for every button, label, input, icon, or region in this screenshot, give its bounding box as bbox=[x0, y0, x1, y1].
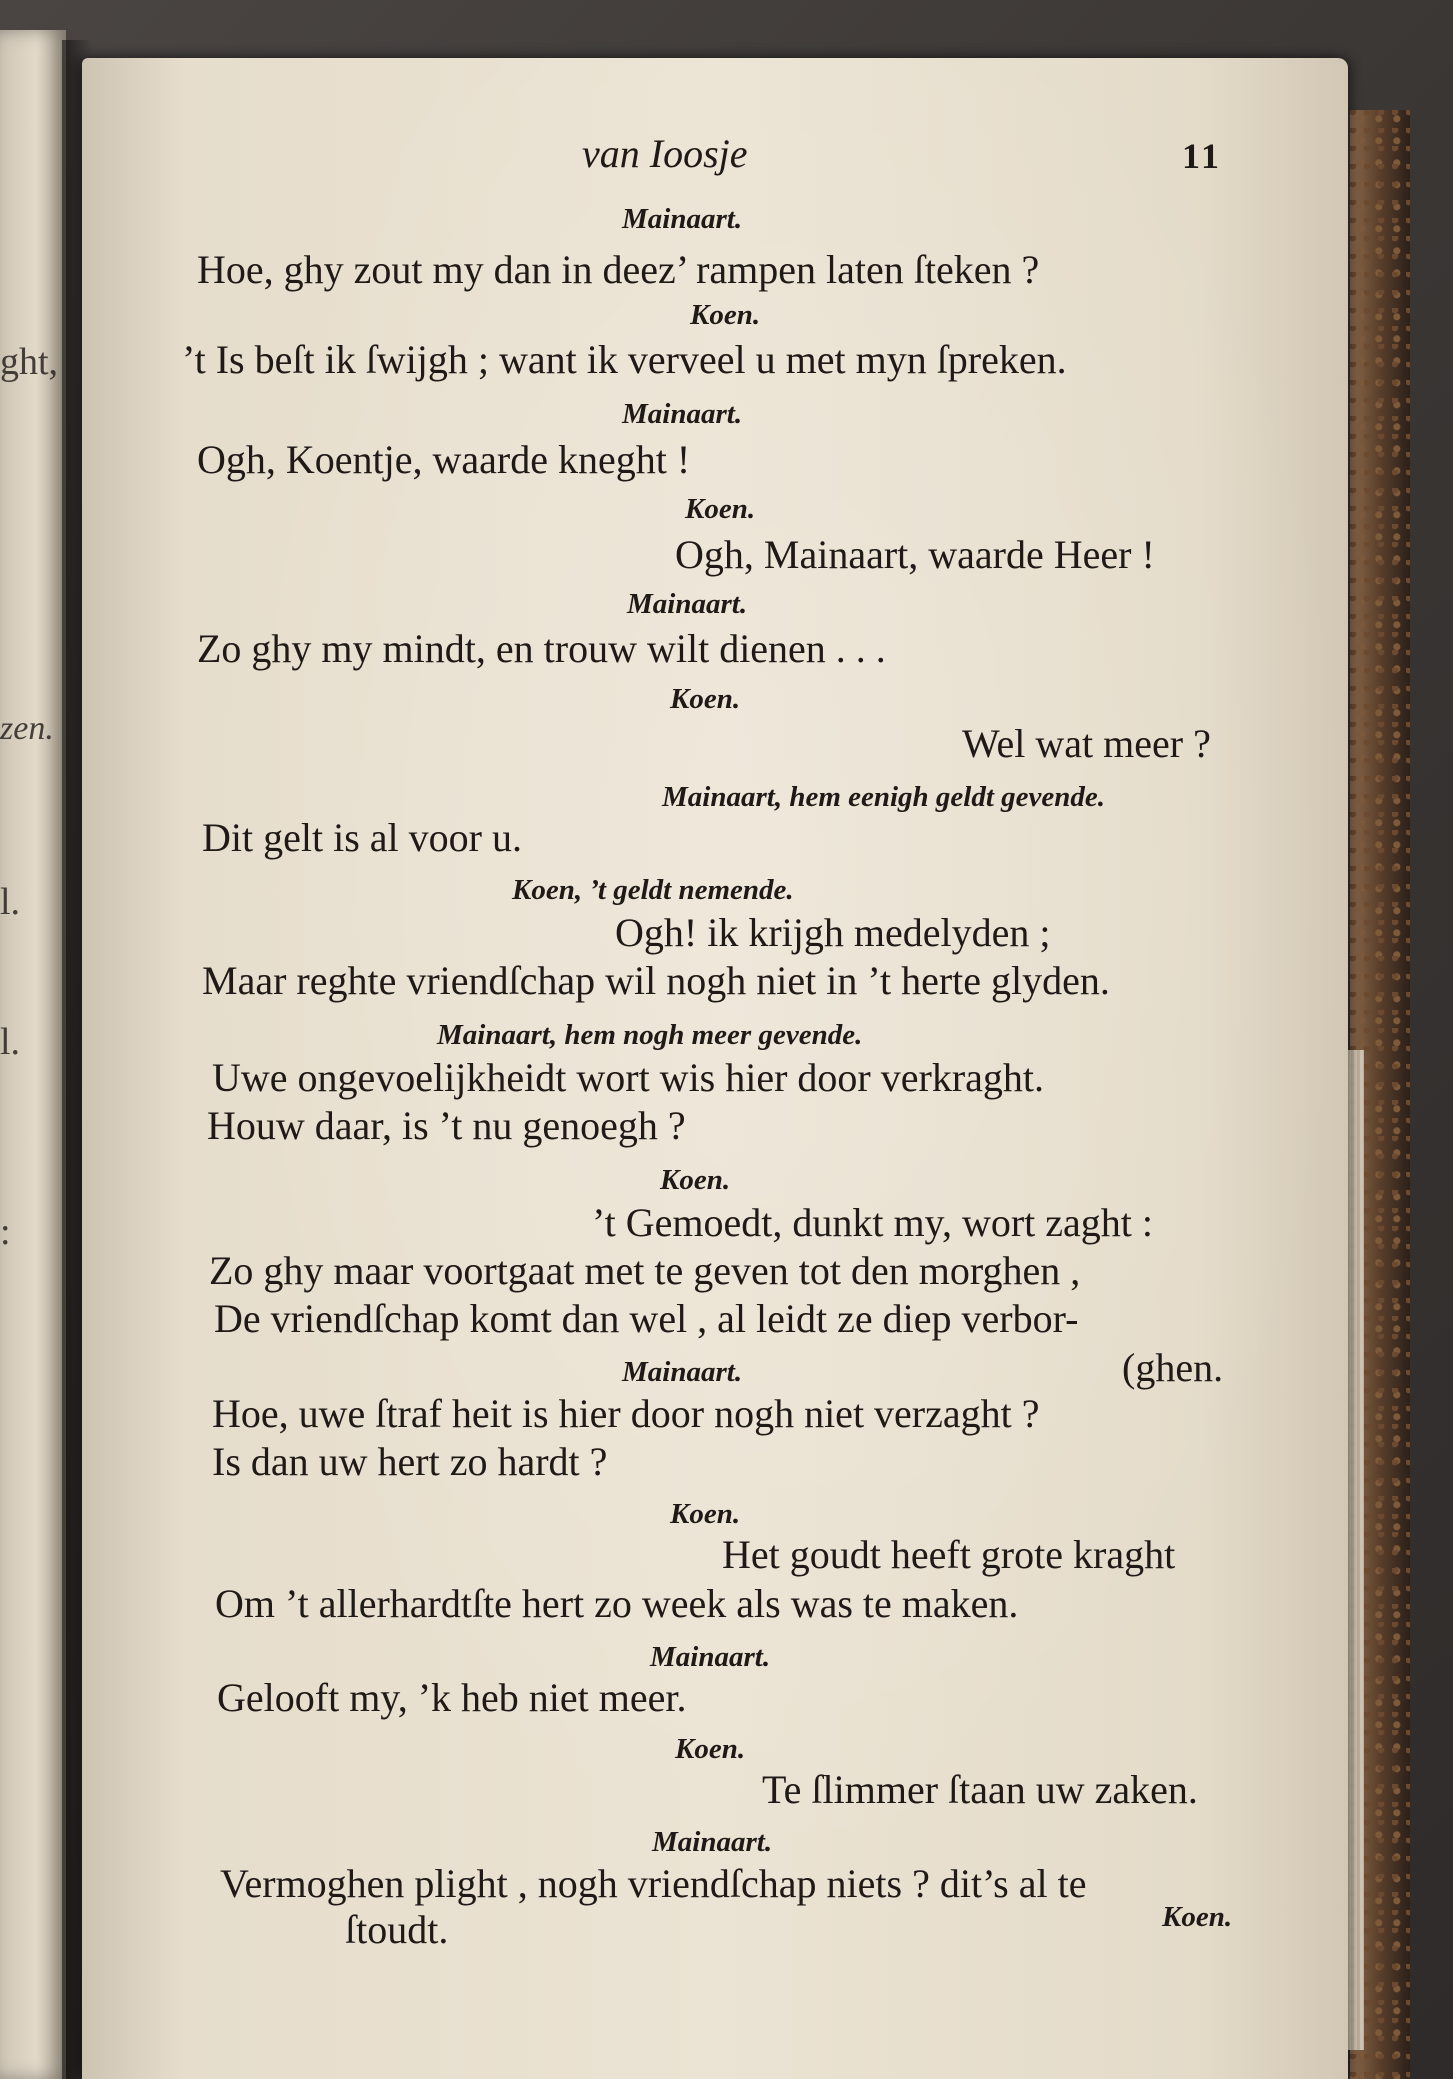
speaker-label: Mainaart. bbox=[622, 398, 743, 430]
speaker-label: Koen. bbox=[670, 683, 741, 715]
speaker-label: Koen. bbox=[675, 1733, 746, 1765]
verse-line: Wel wat meer ? bbox=[962, 721, 1211, 766]
facing-page-edge bbox=[0, 30, 66, 2079]
running-title: van Ioosje bbox=[582, 131, 748, 176]
verse-line: Is dan uw hert zo hardt ? bbox=[212, 1439, 608, 1484]
verse-line: Uwe ongevoelijkheidt wort wis hier door verkraght. bbox=[212, 1055, 1045, 1100]
verse-line: Houw daar, is ’t nu genoegh ? bbox=[207, 1103, 686, 1148]
speaker-label: Mainaart. bbox=[652, 1826, 773, 1858]
verse-line: Maar reghte vriendſchap wil nogh niet in ’t herte glyden. bbox=[202, 958, 1110, 1003]
catchword: Koen. bbox=[1162, 1901, 1233, 1933]
verse-line: ’t Is beſt ik ſwijgh ; want ik verveel u met myn ſpreken. bbox=[182, 337, 1067, 382]
verse-line: De vriendſchap komt dan wel , al leidt ze diep verbor- bbox=[214, 1296, 1079, 1341]
verse-line-runover: (ghen. bbox=[1122, 1345, 1224, 1390]
facing-page-fragment: l. bbox=[0, 881, 21, 923]
verse-line: Ogh, Mainaart, waarde Heer ! bbox=[675, 532, 1155, 577]
verse-line: Te ſlimmer ſtaan uw zaken. bbox=[762, 1767, 1198, 1812]
speaker-label: Koen. bbox=[660, 1164, 731, 1196]
verse-line: Zo ghy maar voortgaat met te geven tot den morghen , bbox=[209, 1248, 1081, 1293]
verse-line: Hoe, ghy zout my dan in deez’ rampen laten ſteken ? bbox=[197, 247, 1040, 292]
stage-direction: Mainaart, hem nogh meer gevende. bbox=[437, 1019, 863, 1051]
verse-line: ’t Gemoedt, dunkt my, wort zaght : bbox=[592, 1200, 1154, 1245]
speaker-label: Mainaart. bbox=[650, 1641, 771, 1673]
verse-line: Dit gelt is al voor u. bbox=[202, 815, 522, 860]
verse-line: Het goudt heeft grote kraght bbox=[722, 1532, 1176, 1577]
facing-page-fragment: ght, bbox=[0, 341, 59, 383]
speaker-label: Mainaart. bbox=[622, 203, 743, 235]
verse-line: Ogh, Koentje, waarde kneght ! bbox=[197, 437, 691, 482]
stage-direction: Koen, ’t geldt nemende. bbox=[512, 874, 794, 906]
verse-line: ſtoudt. bbox=[345, 1907, 449, 1952]
speaker-label: Mainaart. bbox=[627, 588, 748, 620]
verse-line: Ogh! ik krijgh medelyden ; bbox=[615, 910, 1051, 955]
verse-line: Vermoghen plight , nogh vriendſchap niets ? dit’s al te bbox=[220, 1861, 1087, 1906]
speaker-label: Koen. bbox=[690, 299, 761, 331]
page-number: 11 bbox=[1182, 136, 1223, 176]
verse-line: Om ’t allerhardtſte hert zo week als was te maken. bbox=[215, 1581, 1019, 1626]
speaker-label: Koen. bbox=[670, 1498, 741, 1530]
speaker-label: Koen. bbox=[685, 493, 756, 525]
speaker-label: Mainaart. bbox=[622, 1356, 743, 1388]
verse-line: Gelooft my, ’k heb niet meer. bbox=[217, 1675, 687, 1720]
verse-line: Zo ghy my mindt, en trouw wilt dienen . . . bbox=[197, 626, 886, 671]
stage-direction: Mainaart, hem eenigh geldt gevende. bbox=[662, 781, 1106, 813]
facing-page-fragment: : bbox=[0, 1211, 11, 1253]
book-page bbox=[82, 58, 1348, 2079]
facing-page-fragment: zen. bbox=[0, 710, 54, 747]
verse-line: Hoe, uwe ſtraf heit is hier door nogh niet verzaght ? bbox=[212, 1391, 1040, 1436]
facing-page-fragment: l. bbox=[0, 1021, 21, 1063]
